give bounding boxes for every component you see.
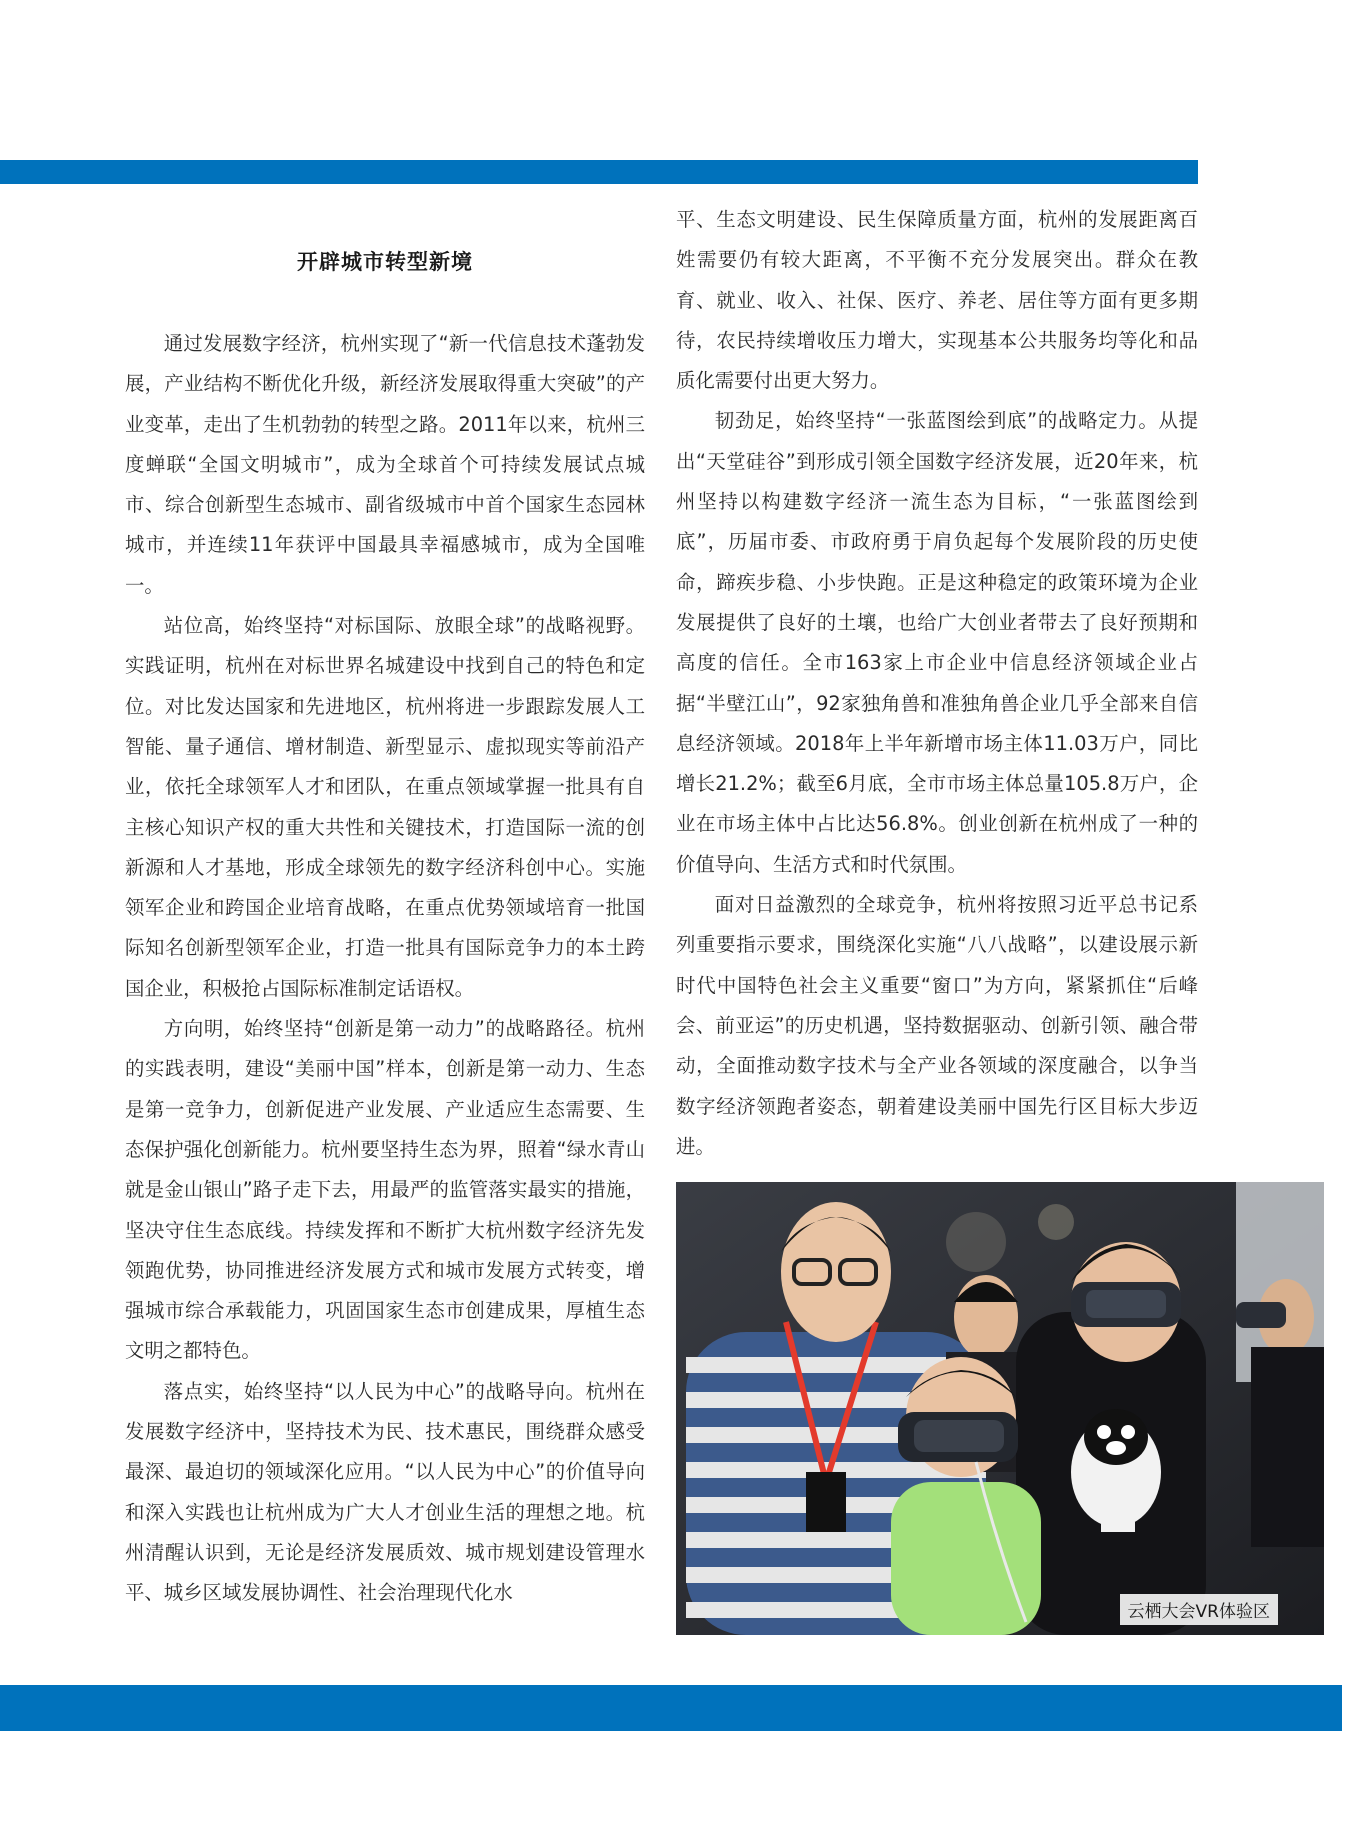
left-column <box>125 200 645 1614</box>
paragraph: 面对日益激烈的全球竞争，杭州将按照习近平总书记系列重要指示要求，围绕深化实施“八八战略”，以建设展示新时代中国特色社会主义重要“窗口”为方向，紧紧抓住“后峰会、前亚运”的历史机遇，坚持数据驱动、创新引领、融合带动，全面推动数字技术与全产业各领域的深度融合，以争当数字经济领跑者姿态，朝着建设美丽中国先行区目标大步迈进。 <box>676 893 1198 1158</box>
right-column <box>676 200 1198 1167</box>
photo-caption: 云栖大会VR体验区 <box>1120 1594 1278 1625</box>
bottom-color-band <box>0 1685 1342 1731</box>
paragraph: 落点实，始终坚持“以人民为中心”的战略导向。杭州在发展数字经济中，坚持技术为民、技术惠民，围绕群众感受最深、最迫切的领域深化应用。“以人民为中心”的价值导向和深入实践也让杭州成为广大人才创业生活的理想之地。杭州清醒认识到，无论是经济发展质效、城市规划建设管理水平、城乡区域发展协调性、社会治理现代化水 <box>125 1379 645 1605</box>
paragraph: 站位高，始终坚持“对标国际、放眼全球”的战略视野。实践证明，杭州在对标世界名城建设中找到自己的特色和定位。对比发达国家和先进地区，杭州将进一步跟踪发展人工智能、量子通信、增材制造、新型显示、虚拟现实等前沿产业，依托全球领军人才和团队，在重点领域掌握一批具有自主核心知识产权的重大共性和关键技术，打造国际一流的创新源和人才基地，形成全球领先的数字经济科创中心。实施领军企业和跨国企业培育战略，在重点优势领域培育一批国际知名创新型领军企业，打造一批具有国际竞争力的本土跨国企业，积极抢占国际标准制定话语权。 <box>125 614 645 1000</box>
photo-illustration <box>676 1182 1324 1635</box>
top-color-band <box>0 160 1198 184</box>
paragraph: 方向明，始终坚持“创新是第一动力”的战略路径。杭州的实践表明，建设“美丽中国”样本，创新是第一动力、生态是第一竞争力，创新促进产业发展、产业适应生态需要、生态保护强化创新能力。杭州要坚持生态为界，照着“绿水青山就是金山银山”路子走下去，用最严的监管落实最实的措施，坚决守住生态底线。持续发挥和不断扩大杭州数字经济先发领跑优势，协同推进经济发展方式和城市发展方式转变，增强城市综合承载能力，巩固国家生态市创建成果，厚植生态文明之都特色。 <box>125 1017 645 1363</box>
paragraph-continued: 平、生态文明建设、民生保障质量方面，杭州的发展距离百姓需要仍有较大距离，不平衡不充分发展突出。群众在教育、就业、收入、社保、医疗、养老、居住等方面有更多期待，农民持续增收压力增大，实现基本公共服务均等化和品质化需要付出更大努力。 <box>676 208 1198 393</box>
paragraph: 通过发展数字经济，杭州实现了“新一代信息技术蓬勃发展，产业结构不断优化升级，新经济发展取得重大突破”的产业变革，走出了生机勃勃的转型之路。2011年以来，杭州三度蝉联“全国文明城市”，成为全球首个可持续发展试点城市、综合创新型生态城市、副省级城市中首个国家生态园林城市，并连续11年获评中国最具幸福感城市，成为全国唯一。 <box>125 332 645 597</box>
vr-experience-photo <box>676 1182 1324 1635</box>
paragraph: 韧劲足，始终坚持“一张蓝图绘到底”的战略定力。从提出“天堂硅谷”到形成引领全国数字经济发展，近20年来，杭州坚持以构建数字经济一流生态为目标，“一张蓝图绘到底”，历届市委、市政府勇于肩负起每个发展阶段的历史使命，蹄疾步稳、小步快跑。正是这种稳定的政策环境为企业发展提供了良好的土壤，也给广大创业者带去了良好预期和高度的信任。全市163家上市企业中信息经济领域企业占据“半壁江山”，92家独角兽和准独角兽企业几乎全部来自信息经济领域。2018年上半年新增市场主体11.03万户，同比增长21.2%；截至6月底，全市市场主体总量105.8万户，企业在市场主体中占比达56.8%。创业创新在杭州成了一种的价值导向、生活方式和时代氛围。 <box>676 409 1198 876</box>
section-heading: 开辟城市转型新境 <box>297 250 473 274</box>
